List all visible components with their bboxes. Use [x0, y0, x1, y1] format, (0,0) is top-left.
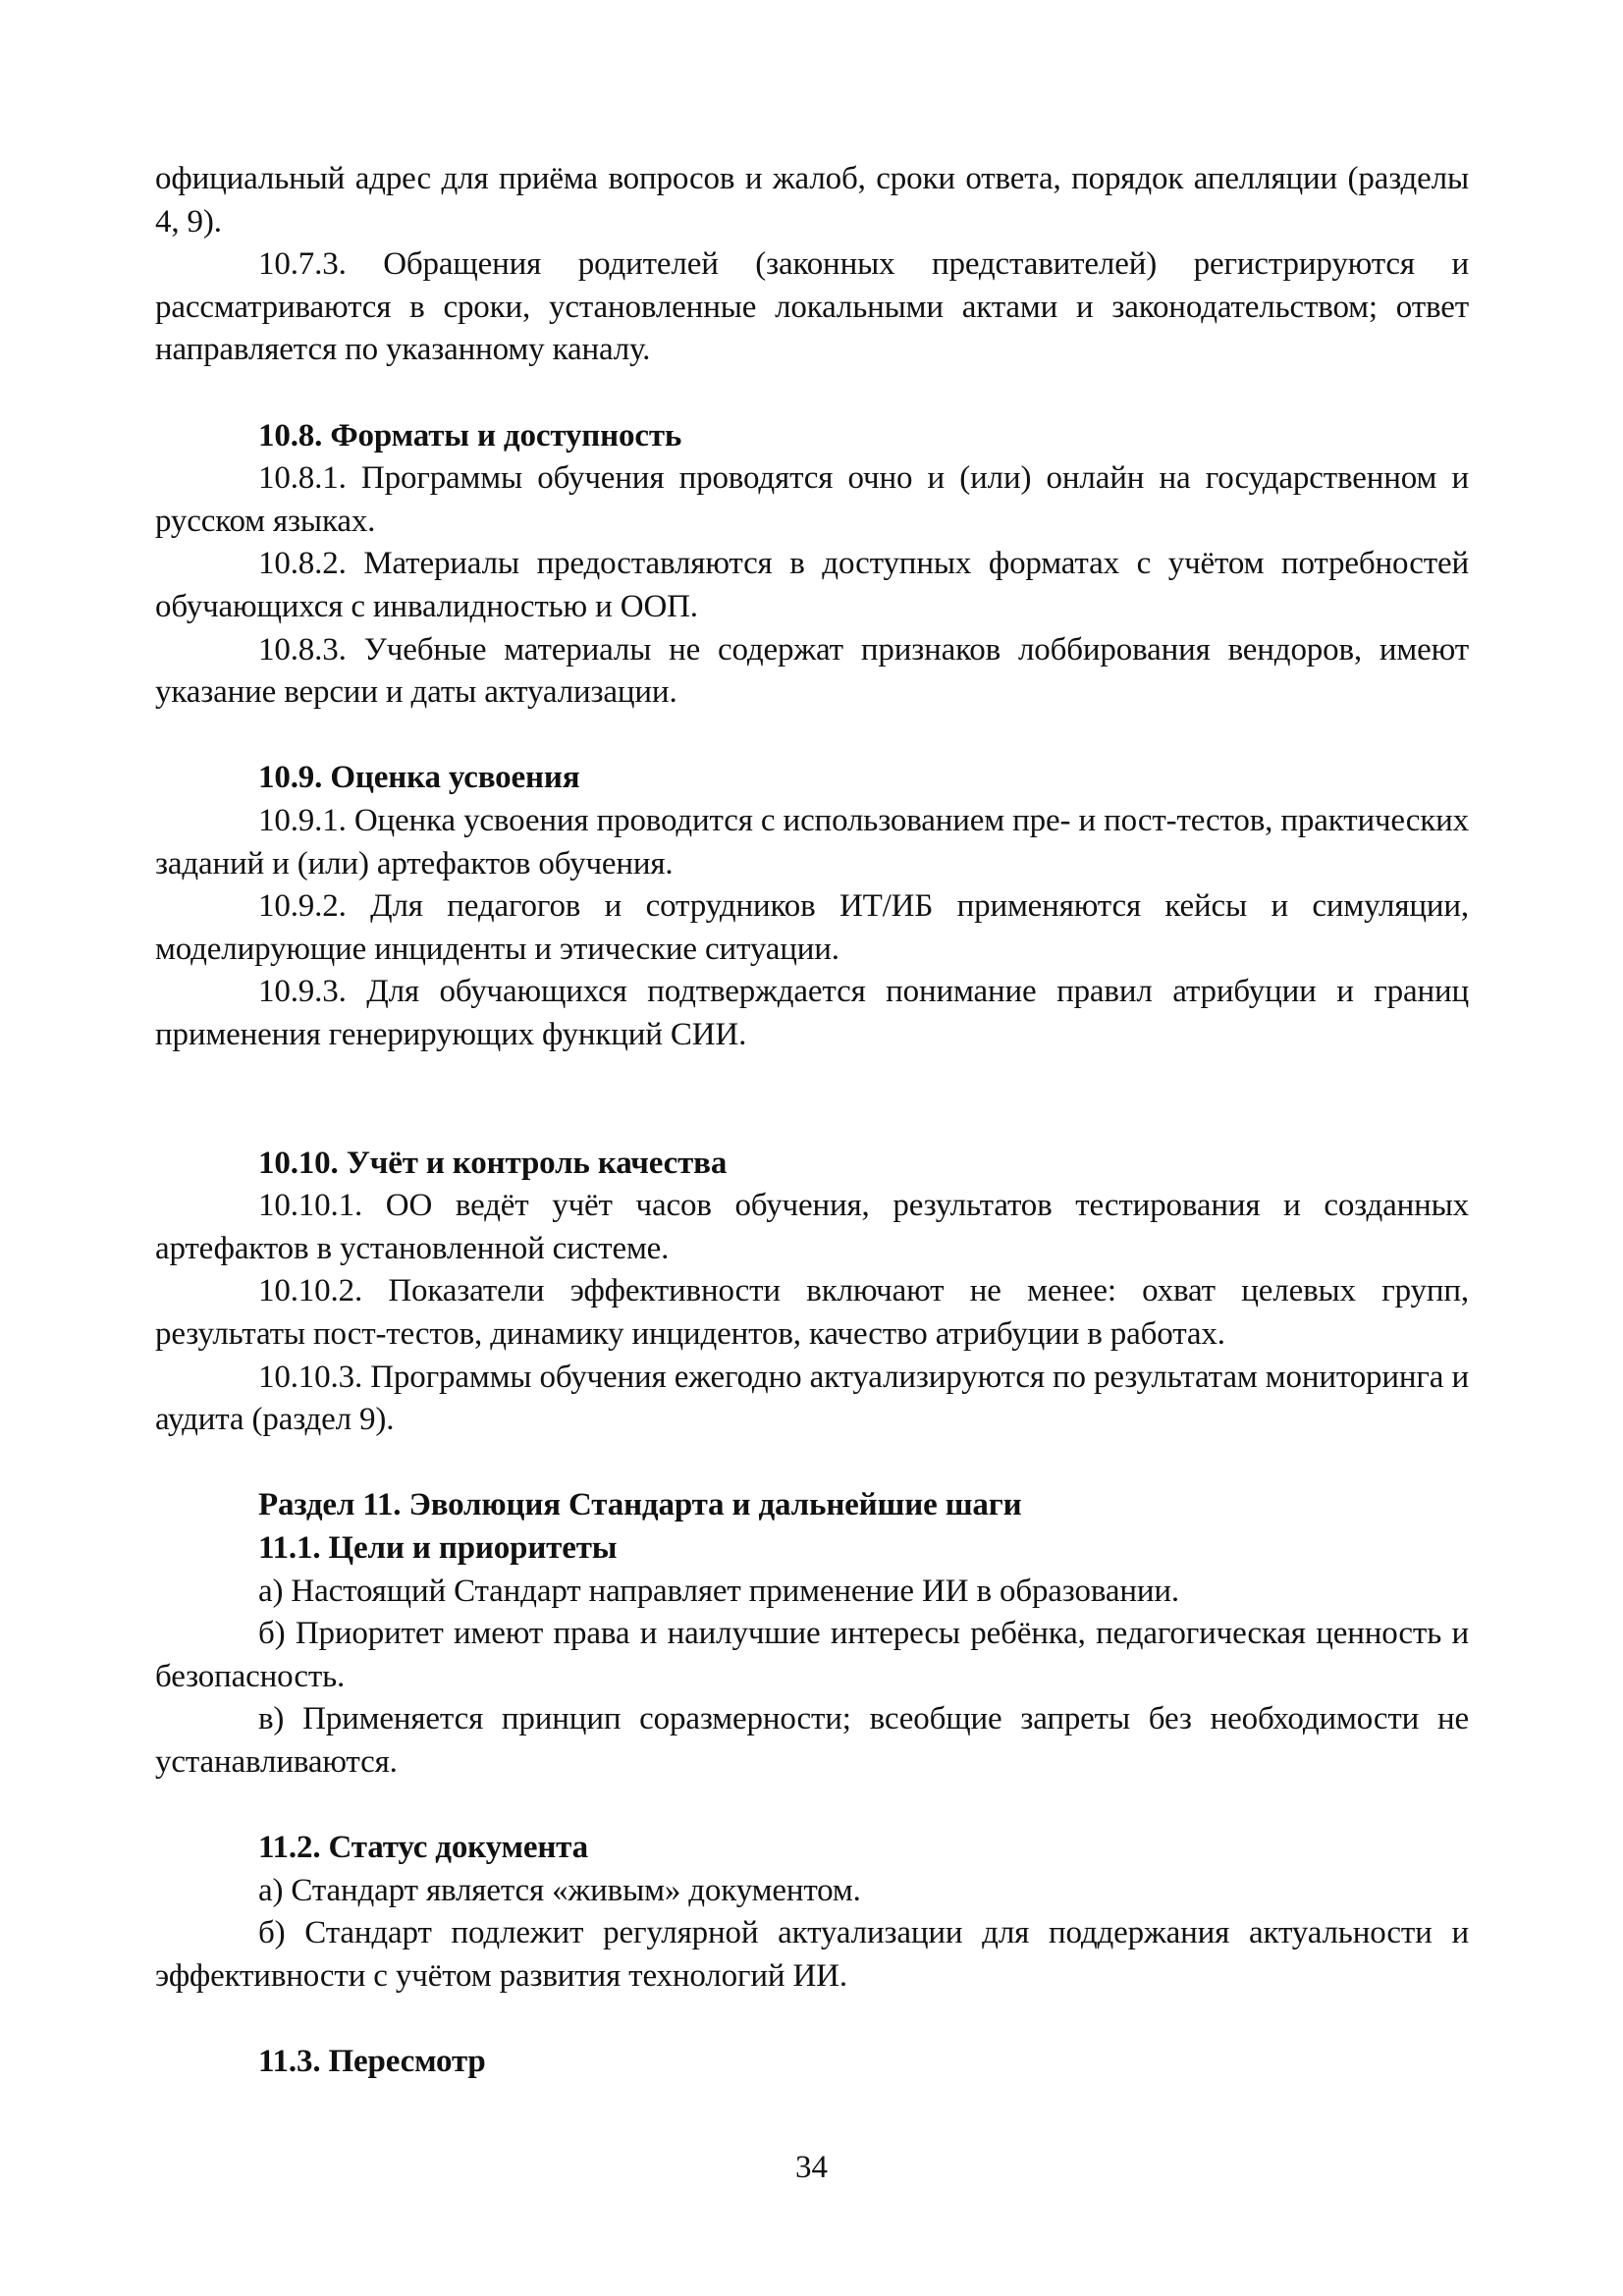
paragraph-10-10-1: 10.10.1. ОО ведёт учёт часов обучения, результатов тестирования и созданных артефактов в установленной системе.: [155, 1188, 1469, 1266]
heading-10-10: 10.10. Учёт и контроль качества: [258, 1145, 728, 1181]
paragraph-10-8-2: 10.8.2. Материалы предоставляются в доступных форматах с учётом потребностей обучающихся с инвалидностью и ООП.: [155, 546, 1469, 624]
paragraph-11-1-c: в) Применяется принцип соразмерности; всеобщие запреты без необходимости не устанавливаются.: [155, 1701, 1469, 1780]
paragraph-10-7-3: 10.7.3. Обращения родителей (законных представителей) регистрируются и рассматриваются в сроки, установленные локальными актами и законодательством; ответ направляется по указанному каналу.: [155, 246, 1469, 368]
spacer: [155, 1999, 1469, 2042]
heading-11-1: 11.1. Цели и приоритеты: [258, 1530, 618, 1566]
paragraph-10-8-3: 10.8.3. Учебные материалы не содержат признаков лоббирования вендоров, имеют указание версии и даты актуализации.: [155, 631, 1469, 711]
heading-section-11: Раздел 11. Эволюция Стандарта и дальнейшие шаги: [258, 1487, 1022, 1523]
page-number: 34: [795, 2150, 828, 2185]
paragraph-10-10-3: 10.10.3. Программы обучения ежегодно актуализируются по результатам мониторинга и аудита (раздел 9).: [155, 1359, 1469, 1438]
spacer: [155, 1056, 1469, 1142]
heading-10-8: 10.8. Форматы и доступность: [258, 417, 682, 454]
paragraph-10-9-3: 10.9.3. Для обучающихся подтверждается понимание правил атрибуции и границ применения генерирующих функций СИИ.: [155, 974, 1469, 1052]
heading-11-3: 11.3. Пересмотр: [258, 2044, 486, 2080]
paragraph-11-1-b: б) Приоритет имеют права и наилучшие интересы ребёнка, педагогическая ценность и безопасность.: [155, 1616, 1469, 1694]
paragraph-10-8-1: 10.8.1. Программы обучения проводятся очно и (или) онлайн на государственном и русском языках.: [155, 460, 1469, 539]
heading-10-9: 10.9. Оценка усвоения: [258, 760, 580, 796]
paragraph-11-2-a: а) Стандарт является «живым» документом.: [258, 1872, 861, 1908]
spacer: [155, 372, 1469, 415]
document-page: [155, 158, 1469, 2084]
paragraph-10-10-2: 10.10.2. Показатели эффективности включают не менее: охват целевых групп, результаты пост-тестов, динамику инцидентов, качество атрибуции в работах.: [155, 1273, 1469, 1353]
continuation-paragraph: официальный адрес для приёма вопросов и жалоб, сроки ответа, порядок апелляции (разделы 4, 9).: [155, 161, 1469, 240]
heading-11-2: 11.2. Статус документа: [258, 1830, 588, 1866]
spacer: [155, 1785, 1469, 1828]
spacer: [155, 1442, 1469, 1485]
spacer: [155, 715, 1469, 758]
paragraph-10-9-2: 10.9.2. Для педагогов и сотрудников ИТ/ИБ применяются кейсы и симуляции, моделирующие инциденты и этические ситуации.: [155, 888, 1469, 967]
paragraph-10-9-1: 10.9.1. Оценка усвоения проводится с использованием пре- и пост-тестов, практических заданий и (или) артефактов обучения.: [155, 802, 1469, 881]
paragraph-11-1-a: а) Настоящий Стандарт направляет применение ИИ в образовании.: [258, 1573, 1179, 1609]
paragraph-11-2-b: б) Стандарт подлежит регулярной актуализации для поддержания актуальности и эффективности с учётом развития технологий ИИ.: [155, 1915, 1469, 1994]
